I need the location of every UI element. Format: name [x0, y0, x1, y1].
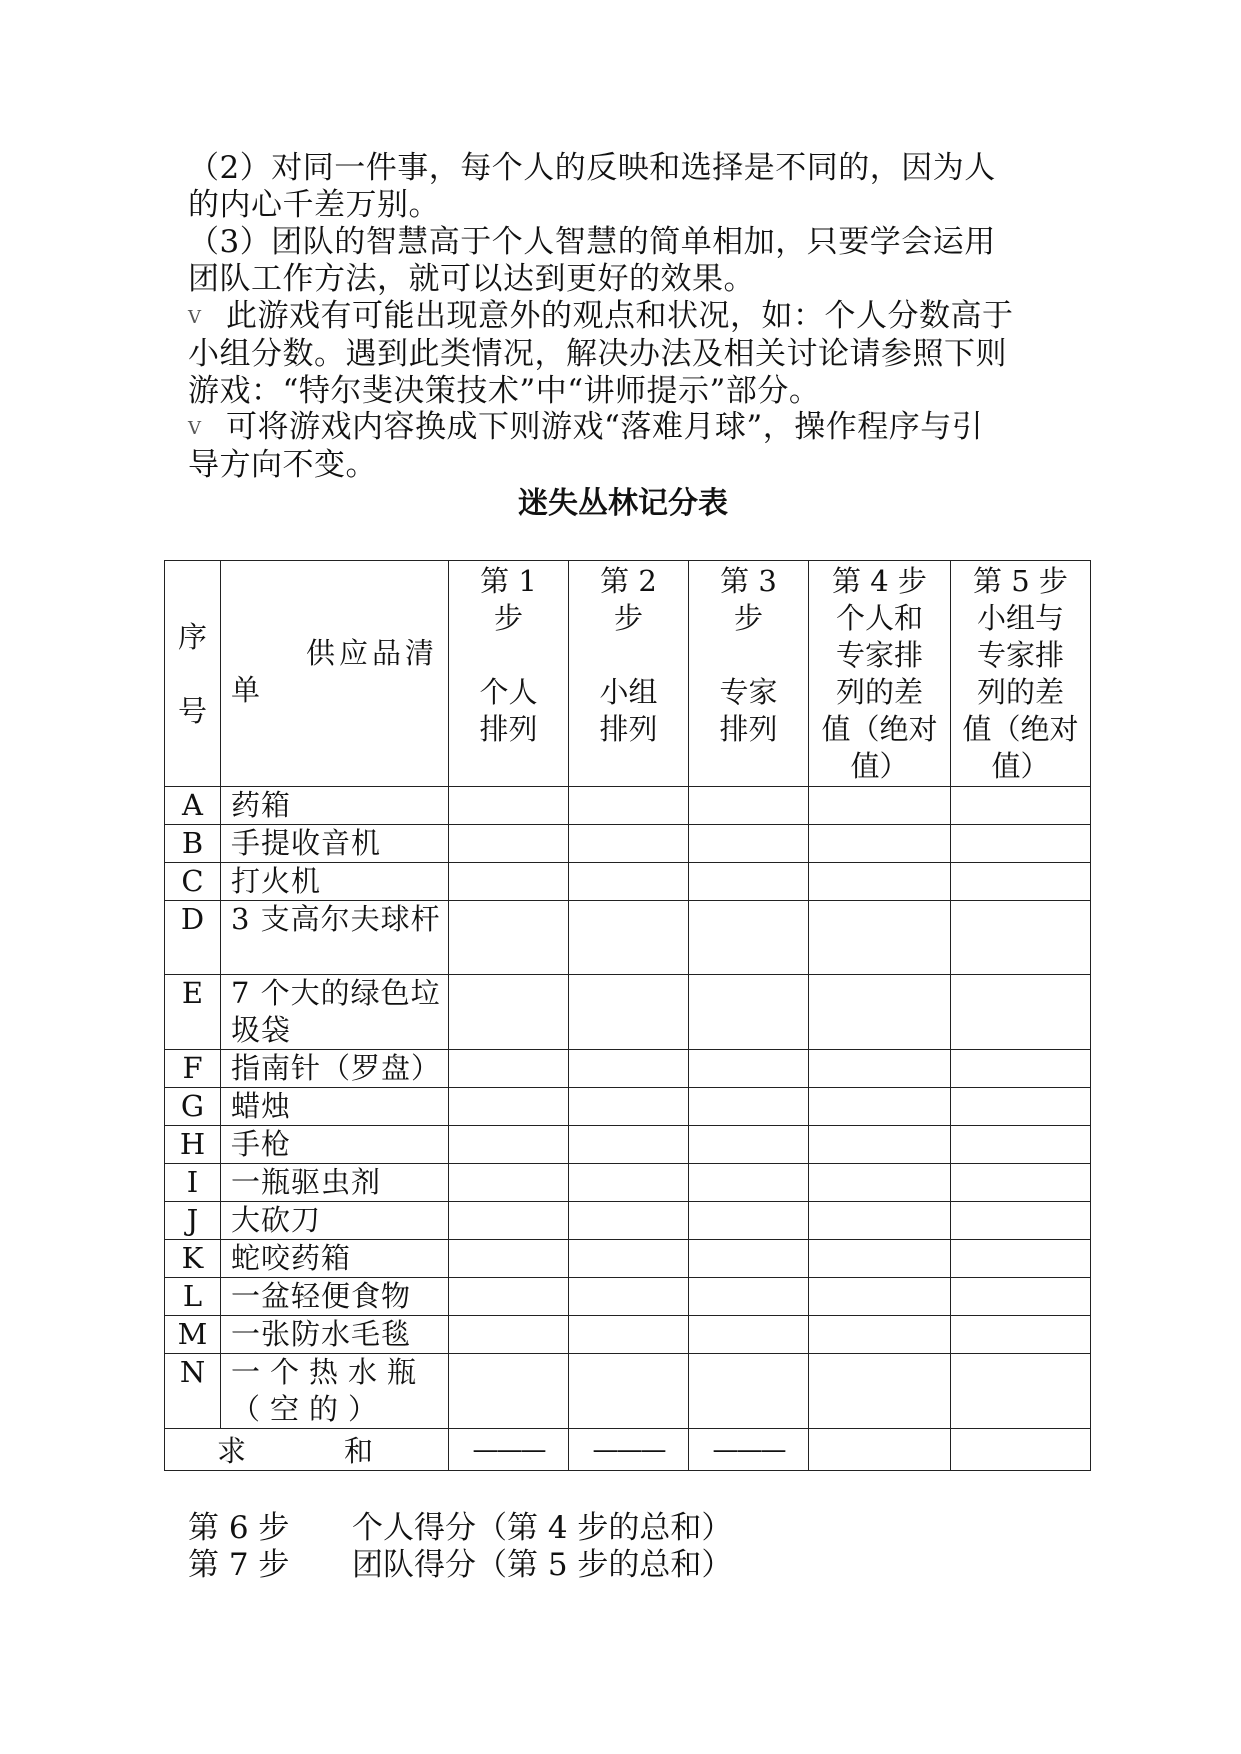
- table-row: [165, 901, 1091, 975]
- step-1-cell[interactable]: [449, 1164, 569, 1202]
- header-supply-list: 供应品清 单: [221, 561, 449, 787]
- step-3-cell[interactable]: [689, 863, 809, 901]
- step-3-cell[interactable]: [689, 1354, 809, 1429]
- row-item: 7 个大的绿色垃圾袋: [221, 975, 449, 1050]
- step-4-cell[interactable]: [809, 787, 951, 825]
- step-6-text: 个人得分（第 4 步的总和）: [352, 1510, 733, 1546]
- step-2-cell[interactable]: [569, 1278, 689, 1316]
- footer-step-6: [188, 1510, 732, 1547]
- row-seq: E: [165, 975, 221, 1050]
- bullet-2-line-2: 导方向不变。: [188, 447, 377, 483]
- step-1-cell[interactable]: [449, 1316, 569, 1354]
- step-4-cell[interactable]: [809, 1164, 951, 1202]
- header-step-4: 第 4 步 个人和 专家排 列的差 值（绝对 值）: [809, 561, 951, 787]
- step-2-cell[interactable]: [569, 1240, 689, 1278]
- paragraph-2-line-1: （2）对同一件事，每个人的反映和选择是不同的，因为人: [188, 150, 996, 186]
- step-4-cell[interactable]: [809, 1316, 951, 1354]
- step-4-cell[interactable]: [809, 1278, 951, 1316]
- step-1-cell[interactable]: [449, 863, 569, 901]
- sum-step-5-cell[interactable]: [951, 1429, 1091, 1471]
- row-item: 蜡烛: [221, 1088, 449, 1126]
- row-seq: I: [165, 1164, 221, 1202]
- step-2-cell[interactable]: [569, 1126, 689, 1164]
- row-seq: N: [165, 1354, 221, 1429]
- table-row: [165, 825, 1091, 863]
- table-row: [165, 1240, 1091, 1278]
- table-row: [165, 1354, 1091, 1429]
- paragraph-3-line-2: 团队工作方法，就可以达到更好的效果。: [188, 261, 755, 297]
- step-5-cell[interactable]: [951, 825, 1091, 863]
- step-1-cell[interactable]: [449, 1050, 569, 1088]
- paragraph-2: [188, 150, 1058, 224]
- step-1-cell[interactable]: [449, 825, 569, 863]
- row-seq: D: [165, 901, 221, 975]
- step-1-cell[interactable]: [449, 901, 569, 975]
- row-item: 打火机: [221, 863, 449, 901]
- row-item: 一个热水瓶（空的）: [221, 1354, 449, 1429]
- step-3-cell[interactable]: [689, 1240, 809, 1278]
- step-1-cell[interactable]: [449, 1240, 569, 1278]
- table-title: 迷失丛林记分表: [518, 486, 728, 521]
- step-3-cell[interactable]: [689, 901, 809, 975]
- step-5-cell[interactable]: [951, 1126, 1091, 1164]
- sum-step-4-cell[interactable]: [809, 1429, 951, 1471]
- row-item: 指南针（罗盘）: [221, 1050, 449, 1088]
- step-1-cell[interactable]: [449, 1088, 569, 1126]
- step-2-cell[interactable]: [569, 863, 689, 901]
- header-step-2: 第 2 步 小组 排列: [569, 561, 689, 787]
- step-6-label: 第 6 步: [188, 1510, 290, 1546]
- footer-step-7: [188, 1547, 732, 1584]
- row-item: 药箱: [221, 787, 449, 825]
- step-4-cell[interactable]: [809, 863, 951, 901]
- step-2-cell[interactable]: [569, 901, 689, 975]
- row-item: 手枪: [221, 1126, 449, 1164]
- step-3-cell[interactable]: [689, 1316, 809, 1354]
- step-2-cell[interactable]: [569, 1164, 689, 1202]
- row-item: 3 支高尔夫球杆: [221, 901, 449, 975]
- step-3-cell[interactable]: [689, 1202, 809, 1240]
- step-5-cell[interactable]: [951, 1164, 1091, 1202]
- step-1-cell[interactable]: [449, 1126, 569, 1164]
- table-row: [165, 1278, 1091, 1316]
- step-5-cell[interactable]: [951, 1316, 1091, 1354]
- step-3-cell[interactable]: [689, 1050, 809, 1088]
- bullet-1-line-1: 此游戏有可能出现意外的观点和状况，如：个人分数高于: [226, 298, 1014, 334]
- table-row: [165, 1126, 1091, 1164]
- step-5-cell[interactable]: [951, 1050, 1091, 1088]
- step-4-cell[interactable]: [809, 1088, 951, 1126]
- step-2-cell[interactable]: [569, 1050, 689, 1088]
- step-5-cell[interactable]: [951, 975, 1091, 1050]
- row-item: 大砍刀: [221, 1202, 449, 1240]
- bullet-paragraph-2: [188, 409, 1058, 484]
- step-1-cell[interactable]: [449, 787, 569, 825]
- step-1-cell[interactable]: [449, 975, 569, 1050]
- score-table: [164, 560, 1091, 1471]
- bullet-paragraph-1: [188, 298, 1058, 410]
- row-item: 一盆轻便食物: [221, 1278, 449, 1316]
- row-seq: C: [165, 863, 221, 901]
- step-5-cell[interactable]: [951, 901, 1091, 975]
- table-row: [165, 1050, 1091, 1088]
- step-3-cell[interactable]: [689, 825, 809, 863]
- step-2-cell[interactable]: [569, 1316, 689, 1354]
- row-seq: M: [165, 1316, 221, 1354]
- step-5-cell[interactable]: [951, 1240, 1091, 1278]
- step-4-cell[interactable]: [809, 975, 951, 1050]
- step-2-cell[interactable]: [569, 1354, 689, 1429]
- step-3-cell[interactable]: [689, 1126, 809, 1164]
- paragraph-2-line-2: 的内心千差万别。: [188, 187, 440, 223]
- table-header-row: [165, 561, 1091, 787]
- sum-step-2-dash: ———: [569, 1429, 689, 1471]
- sum-step-1-dash: ———: [449, 1429, 569, 1471]
- header-seq: 序 号: [165, 561, 221, 787]
- step-4-cell[interactable]: [809, 1202, 951, 1240]
- step-3-cell[interactable]: [689, 787, 809, 825]
- step-2-cell[interactable]: [569, 1088, 689, 1126]
- step-3-cell[interactable]: [689, 975, 809, 1050]
- row-item: 蛇咬药箱: [221, 1240, 449, 1278]
- step-5-cell[interactable]: [951, 1088, 1091, 1126]
- step-5-cell[interactable]: [951, 1202, 1091, 1240]
- step-1-cell[interactable]: [449, 1202, 569, 1240]
- sum-label: 求 和: [165, 1429, 449, 1471]
- table-row: [165, 787, 1091, 825]
- row-item: 一瓶驱虫剂: [221, 1164, 449, 1202]
- table-row: [165, 863, 1091, 901]
- table-row: [165, 1202, 1091, 1240]
- step-5-cell[interactable]: [951, 787, 1091, 825]
- step-4-cell[interactable]: [809, 1126, 951, 1164]
- row-seq: L: [165, 1278, 221, 1316]
- bullet-1-line-2: 小组分数。遇到此类情况，解决办法及相关讨论请参照下则: [188, 336, 1007, 372]
- paragraph-3: [188, 224, 1058, 298]
- row-item: 手提收音机: [221, 825, 449, 863]
- step-4-cell[interactable]: [809, 1354, 951, 1429]
- row-seq: G: [165, 1088, 221, 1126]
- step-7-label: 第 7 步: [188, 1547, 290, 1583]
- step-1-cell[interactable]: [449, 1278, 569, 1316]
- checkmark-bullet-icon: V: [188, 418, 202, 439]
- step-3-cell[interactable]: [689, 1164, 809, 1202]
- step-2-cell[interactable]: [569, 1202, 689, 1240]
- step-5-cell[interactable]: [951, 863, 1091, 901]
- header-step-3: 第 3 步 专家 排列: [689, 561, 809, 787]
- row-seq: A: [165, 787, 221, 825]
- table-row: [165, 1164, 1091, 1202]
- row-seq: J: [165, 1202, 221, 1240]
- step-2-cell[interactable]: [569, 787, 689, 825]
- step-2-cell[interactable]: [569, 825, 689, 863]
- row-seq: B: [165, 825, 221, 863]
- sum-step-3-dash: ———: [689, 1429, 809, 1471]
- header-step-5: 第 5 步 小组与 专家排 列的差 值（绝对 值）: [951, 561, 1091, 787]
- step-5-cell[interactable]: [951, 1354, 1091, 1429]
- step-4-cell[interactable]: [809, 1240, 951, 1278]
- header-step-1: 第 1 步 个人 排列: [449, 561, 569, 787]
- sum-row: [165, 1429, 1091, 1471]
- checkmark-bullet-icon: V: [188, 307, 202, 328]
- step-4-cell[interactable]: [809, 901, 951, 975]
- bullet-2-line-1: 可将游戏内容换成下则游戏“落难月球”，操作程序与引: [226, 409, 984, 445]
- paragraph-3-line-1: （3）团队的智慧高于个人智慧的简单相加，只要学会运用: [188, 224, 996, 260]
- step-4-cell[interactable]: [809, 1050, 951, 1088]
- table-row: [165, 975, 1091, 1050]
- step-2-cell[interactable]: [569, 975, 689, 1050]
- step-1-cell[interactable]: [449, 1354, 569, 1429]
- bullet-1-line-3: 游戏：“特尔斐决策技术”中“讲师提示”部分。: [188, 373, 821, 409]
- step-5-cell[interactable]: [951, 1278, 1091, 1316]
- step-4-cell[interactable]: [809, 825, 951, 863]
- row-seq: H: [165, 1126, 221, 1164]
- step-3-cell[interactable]: [689, 1088, 809, 1126]
- row-seq: F: [165, 1050, 221, 1088]
- row-item: 一张防水毛毯: [221, 1316, 449, 1354]
- step-7-text: 团队得分（第 5 步的总和）: [352, 1547, 733, 1583]
- step-3-cell[interactable]: [689, 1278, 809, 1316]
- table-row: [165, 1316, 1091, 1354]
- table-row: [165, 1088, 1091, 1126]
- row-seq: K: [165, 1240, 221, 1278]
